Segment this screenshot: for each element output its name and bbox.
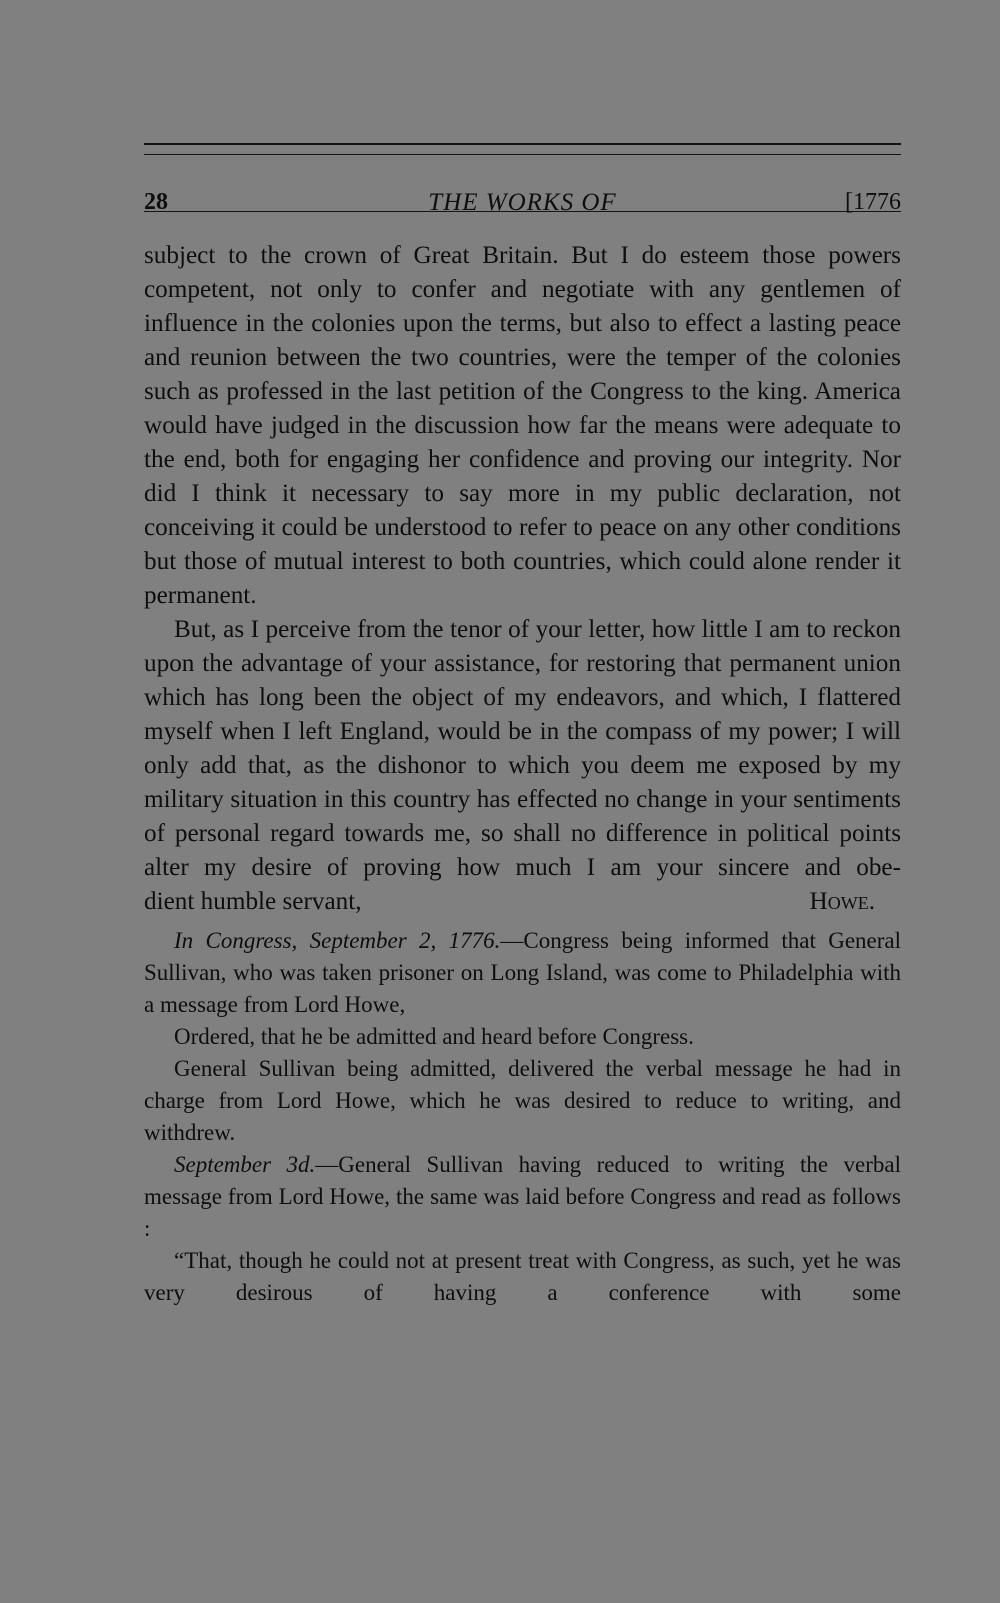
running-title: THE WORKS OF	[428, 189, 617, 216]
record-ordered: Ordered, that he be admitted and heard before Congress.	[174, 1024, 694, 1049]
header-year: [1776	[845, 189, 901, 215]
letter-body	[144, 239, 901, 919]
paragraph-closing: But, as I perceive from the tenor of your letter, how little I am to reckon upon the advantage of your assistance, for restoring that permanent union which has long been the object of my endeavors, and which, I flattered myself when I left England, would be in the compass of my power; I will only add that, as the dishonor to which you deem me exposed by my military situation in this country has effected no change in your sentiments of personal regard towards me, so shall no difference in political points alter my desire of proving how much I am your sincere and obe-	[144, 616, 901, 881]
book-page	[144, 143, 901, 1309]
dateline-sept-2: In Congress, September 2, 1776.	[174, 928, 501, 953]
top-rule	[144, 143, 901, 145]
running-header	[144, 155, 901, 216]
record-sept-3-text: —General Sullivan having reduced to writing the verbal message from Lord Howe, the same was laid before Congress and read as follows :	[144, 1152, 902, 1241]
signature: Howe.	[809, 888, 875, 915]
congress-record	[144, 925, 901, 1309]
record-sept-2-text: —Congress being informed that General Sullivan, who was taken prisoner on Long Island, was come to Philadelphia with a message from Lord Howe,	[144, 928, 901, 1017]
record-admitted: General Sullivan being admitted, delivered the verbal message he had in charge from Lord Howe, which he was desired to reduce to writing, and withdrew.	[144, 1056, 901, 1145]
record-quote: “That, though he could not at present treat with Congress, as such, yet he was very desirous of having a conference with some	[144, 1248, 901, 1305]
signature-line	[144, 885, 901, 919]
dateline-sept-3: September 3d.	[174, 1152, 316, 1177]
record-sept-2	[144, 925, 901, 1021]
page-number: 28	[144, 189, 168, 215]
paragraph-continued: subject to the crown of Great Britain. But I do esteem those powers competent, not only to confer and negotiate with any gentlemen of influence in the colonies upon the terms, but also to effect a lasting peace and reunion between the two countries, were the temper of the colonies such as professed in the last petition of the Congress to the king. America would have judged in the discussion how far the means were adequate to the end, both for engaging her confidence and proving our integrity. Nor did I think it necessary to say more in my public declaration, not conceiving it could be understood to refer to peace on any other conditions but those of mutual interest to both countries, which could alone render it permanent.	[144, 242, 901, 609]
closing-phrase: dient humble servant,	[144, 888, 362, 915]
record-sept-3	[144, 1149, 901, 1245]
